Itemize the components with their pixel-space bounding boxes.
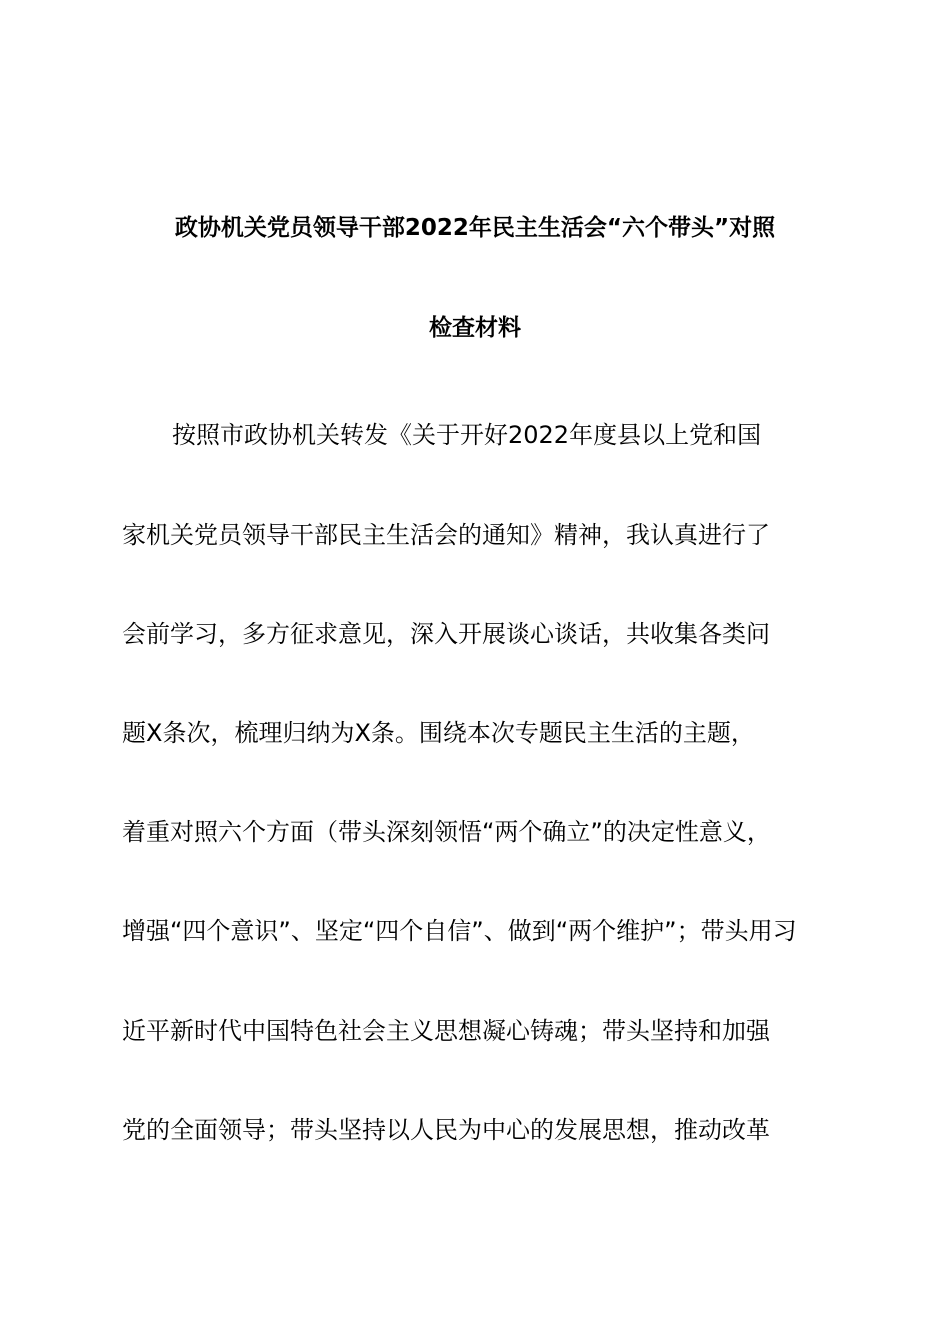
paragraph-line-8: 党的全面领导；带头坚持以人民为中心的发展思想，推动改革 (122, 1116, 770, 1144)
paragraph-line-4: 题X条次，梳理归纳为X条。围绕本次专题民主生活的主题， (122, 719, 755, 747)
paragraph-line-7: 近平新时代中国特色社会主义思想凝心铸魂；带头坚持和加强 (122, 1017, 770, 1045)
document-title-line-1: 政协机关党员领导干部2022年民主生活会“六个带头”对照 (174, 215, 776, 241)
paragraph-line-6: 增强“四个意识”、坚定“四个自信”、做到“两个维护”；带头用习 (122, 917, 797, 945)
document-title-line-2: 检查材料 (429, 315, 521, 341)
paragraph-line-3: 会前学习，多方征求意见，深入开展谈心谈话，共收集各类问 (122, 620, 770, 648)
paragraph-line-2: 家机关党员领导干部民主生活会的通知》精神，我认真进行了 (122, 521, 770, 549)
paragraph-line-1: 按照市政协机关转发《关于开好2022年度县以上党和国 (172, 421, 762, 449)
paragraph-line-5: 着重对照六个方面（带头深刻领悟“两个确立”的决定性意义， (122, 818, 771, 846)
